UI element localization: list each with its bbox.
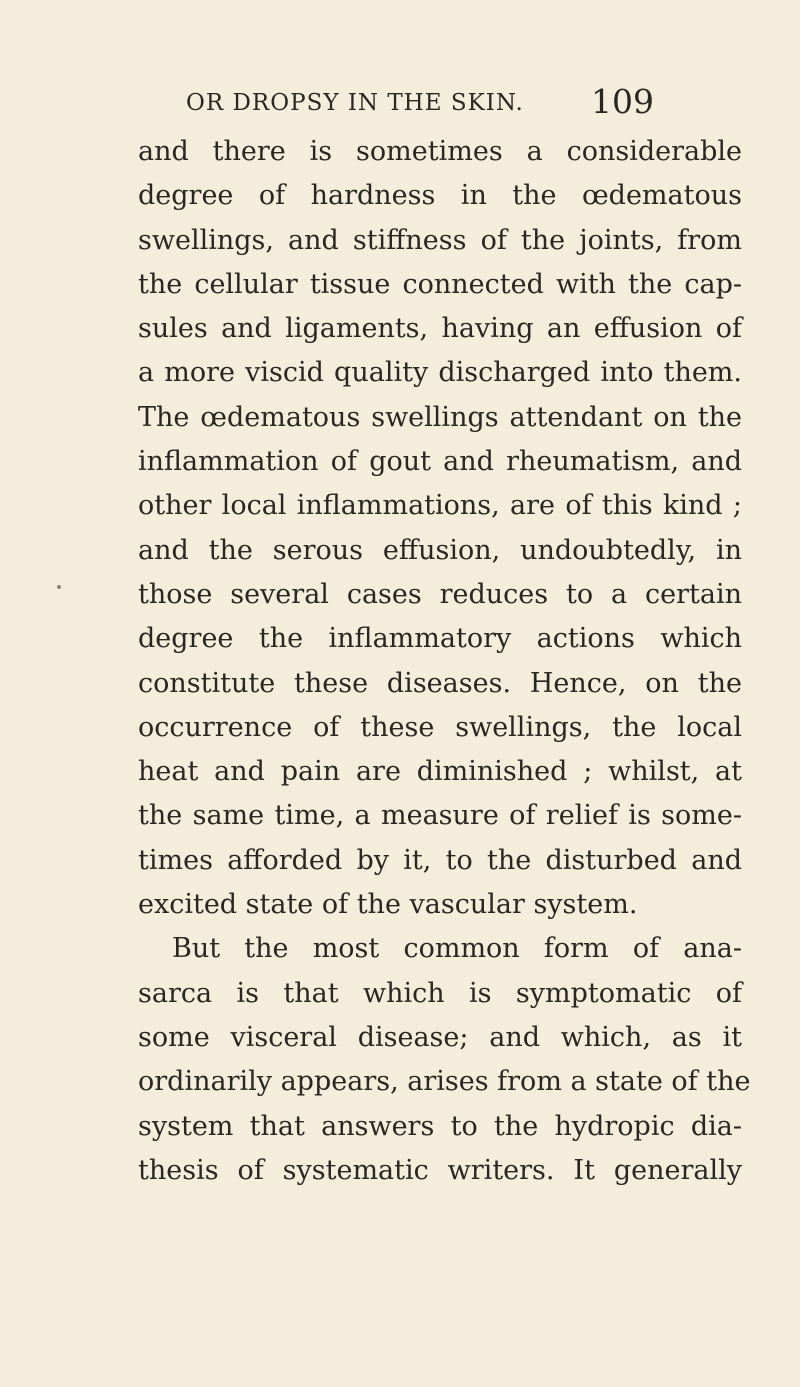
text-line-24: thesis of systematic writers. It generally [138, 1154, 742, 1186]
text-line-20: sarca is that which is symptomatic of [138, 977, 742, 1009]
text-line-4: the cellular tissue connected with the cap- [138, 268, 742, 300]
text-line-13: constitute these diseases. Hence, on the [138, 667, 742, 699]
text-line-19: But the most common form of ana- [172, 933, 742, 965]
text-line-21: some visceral disease; and which, as it [138, 1021, 742, 1053]
running-title: OR DROPSY IN THE SKIN. [186, 90, 524, 116]
text-line-3: swellings, and stiffness of the joints, from [138, 224, 742, 256]
text-line-12: degree the inflammatory actions which [138, 623, 742, 655]
running-head [186, 82, 656, 122]
page-number: 109 [591, 82, 654, 121]
text-line-7: The œdematous swellings attendant on the [138, 401, 742, 433]
text-line-8: inflammation of gout and rheumatism, and [138, 446, 742, 478]
text-line-22: ordinarily appears, arises from a state of the [138, 1066, 751, 1098]
body-text [138, 130, 751, 1193]
text-line-6: a more viscid quality discharged into them. [138, 357, 742, 389]
text-line-5: sules and ligaments, having an effusion of [138, 313, 742, 345]
text-line-1: and there is sometimes a considerable [138, 136, 742, 167]
text-line-14: occurrence of these swellings, the local [138, 711, 742, 743]
margin-speck [57, 585, 61, 589]
text-line-2: degree of hardness in the œdematous [138, 180, 742, 212]
text-line-11: those several cases reduces to a certain [138, 578, 742, 610]
text-line-16: the same time, a measure of relief is some- [138, 800, 742, 832]
text-line-15: heat and pain are diminished ; whilst, at [138, 756, 742, 788]
text-line-18: excited state of the vascular system. [138, 889, 638, 921]
text-line-10: and the serous effusion, undoubtedly, in [138, 534, 742, 566]
text-line-23: system that answers to the hydropic dia- [138, 1110, 742, 1142]
text-line-9: other local inflammations, are of this kind ; [138, 490, 742, 522]
text-line-17: times afforded by it, to the disturbed and [138, 844, 742, 876]
